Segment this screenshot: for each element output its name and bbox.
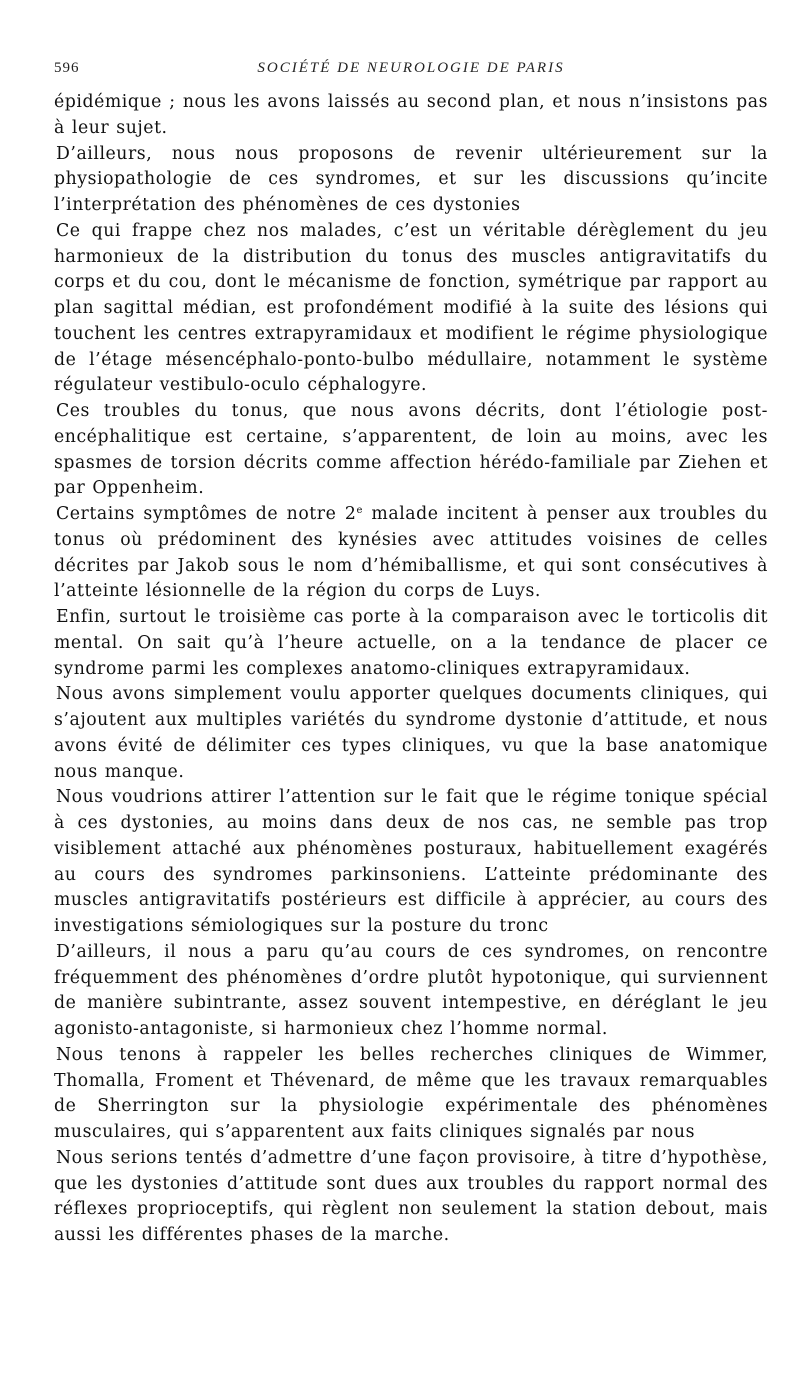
page-header xyxy=(54,60,768,86)
superscript: e xyxy=(356,505,363,516)
paragraph: épidémique ; nous les avons laissés au second plan, et nous n’insistons pas à leur sujet. xyxy=(54,92,768,138)
body-text xyxy=(54,90,768,1249)
paragraph: Ces troubles du tonus, que nous avons décrits, dont l’étiologie post-encéphalitique est certaine, s’apparentent, de loin au moins, avec les spasmes de torsion décrits comme affection hérédo-familiale par Ziehen et par Oppenheim. xyxy=(54,401,768,499)
paragraph xyxy=(54,502,768,605)
paragraph: Nous avons simplement voulu apporter quelques documents cliniques, qui s’ajoutent aux multiples variétés du syndrome dystonie d’attitude, et nous avons évité de délimiter ces types cliniques, vu que la base anatomique nous manque. xyxy=(54,684,768,782)
paragraph-text: malade incitent à penser aux troubles du tonus où prédominent des kynésies avec attitudes voisines de celles décrites par Jakob sous le nom d’hémiballisme, et qui sont consécutives à l’atteinte lésionnelle de la région du corps de Luys. xyxy=(54,504,768,602)
paragraph: Nous serions tentés d’admettre d’une façon provisoire, à titre d’hypothèse, que les dystonies d’attitude sont dues aux troubles du rapport normal des réflexes proprioceptifs, qui règlent non seulement la station debout, mais aussi les différentes phases de la marche. xyxy=(54,1147,768,1245)
paragraph: Enfin, surtout le troisième cas porte à la comparaison avec le torticolis dit mental. On sait qu’à l’heure actuelle, on a la tendance de placer ce syndrome parmi les complexes anatomo-cliniques extrapyramidaux. xyxy=(54,607,768,679)
paragraph: Nous voudrions attirer l’attention sur le fait que le régime tonique spécial à ces dystonies, au moins dans deux de nos cas, ne semble pas trop visiblement attaché aux phénomènes posturaux, habituellement exagérés au cours des syndromes parkinsoniens. L’atteinte prédominante des muscles antigravitatifs postérieurs est difficile à apprécier, au cours des investigations sémiologiques sur la posture du tronc xyxy=(54,787,768,936)
paragraph: Nous tenons à rappeler les belles recherches cliniques de Wimmer, Thomalla, Froment et Thévenard, de même que les travaux remarquables de Sherrington sur la physiologie expérimentale des phénomènes musculaires, qui s’apparentent aux faits cliniques signalés par nous xyxy=(54,1044,768,1142)
paragraph: D’ailleurs, il nous a paru qu’au cours de ces syndromes, on rencontre fréquemment des phénomènes d’ordre plutôt hypotonique, qui surviennent de manière subintrante, assez souvent intempestive, en déréglant le jeu agonisto-antagoniste, si harmonieux chez l’homme normal. xyxy=(54,941,768,1039)
page-number: 596 xyxy=(54,60,80,76)
paragraph-text: Certains symptômes de notre 2 xyxy=(56,504,357,524)
running-head: SOCIÉTÉ DE NEUROLOGIE DE PARIS xyxy=(257,60,565,76)
paragraph: Ce qui frappe chez nos malades, c’est un véritable dérèglement du jeu harmonieux de la distribution du tonus des muscles antigravitatifs du corps et du cou, dont le mécanisme de fonction, symétrique par rapport au plan sagittal médian, est profondément modifié à la suite des lésions qui touchent les centres extrapyramidaux et modifient le régime physiologique de l’étage mésencéphalo-ponto-bulbo médullaire, notamment le système régulateur vestibulo-oculo céphalogyre. xyxy=(54,220,768,396)
paragraph: D’ailleurs, nous nous proposons de revenir ultérieurement sur la physiopathologie de ces syndromes, et sur les discussions qu’incite l’interprétation des phénomènes de ces dystonies xyxy=(54,143,768,215)
